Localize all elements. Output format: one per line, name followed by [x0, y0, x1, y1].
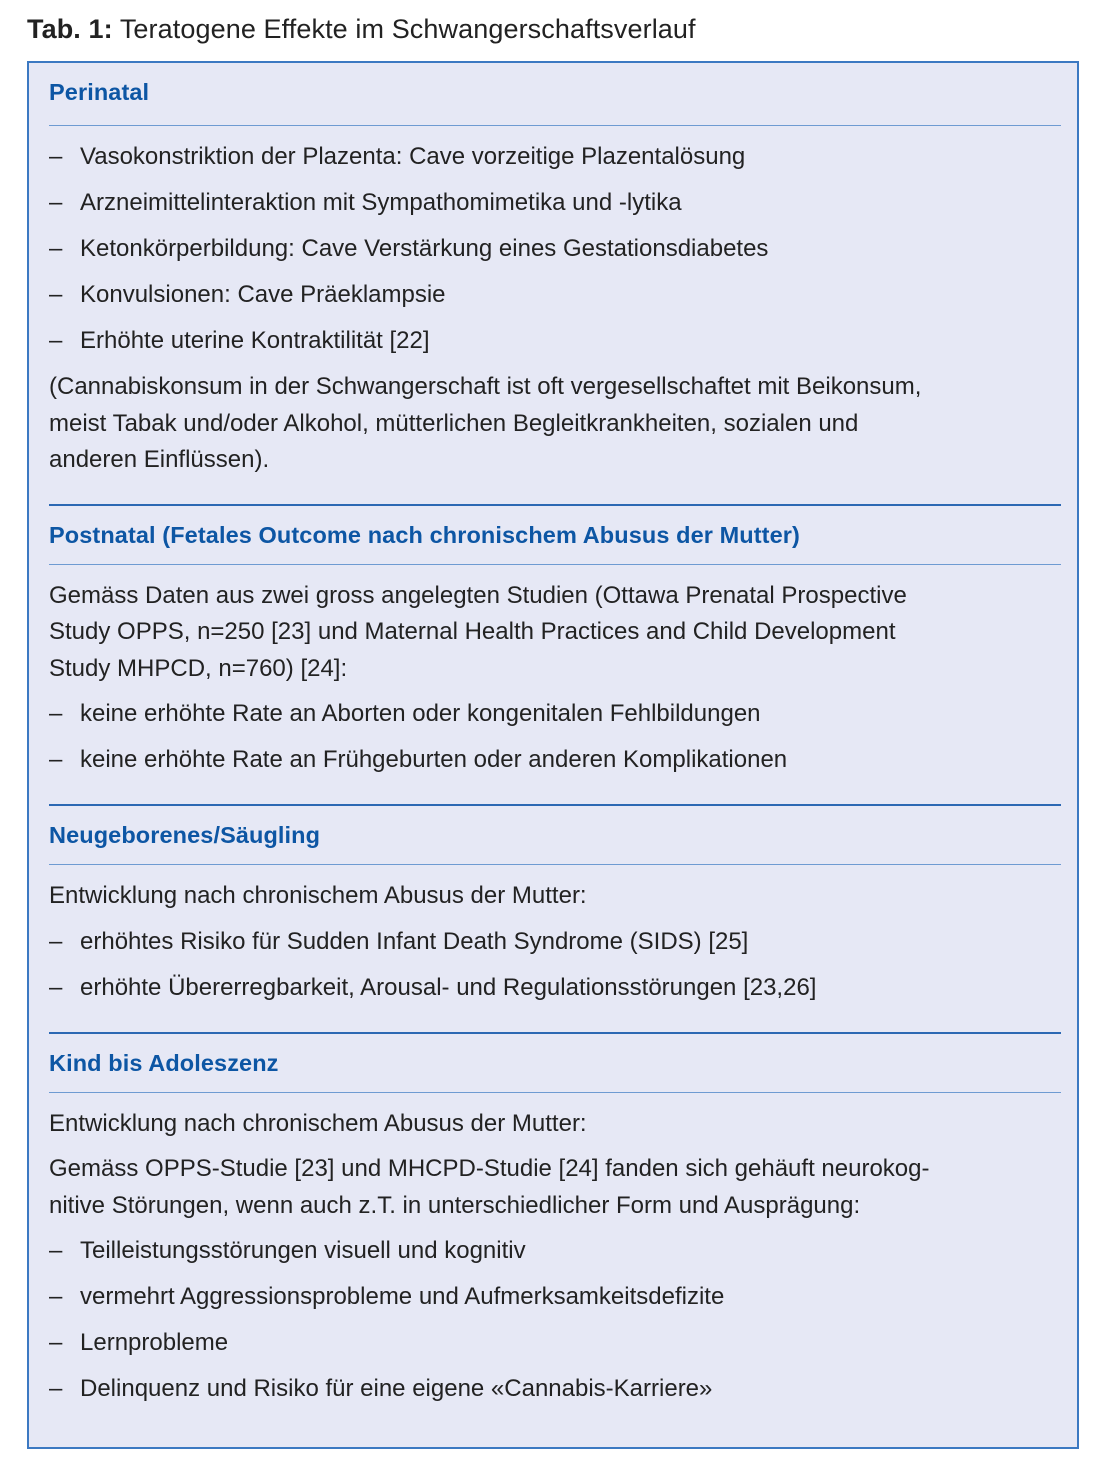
- list-item: [49, 277, 1061, 314]
- list-item-text: Ketonkörperbildung: Cave Verstärkung eines Gestationsdiabetes: [80, 235, 769, 262]
- dash-bullet-icon: –: [49, 235, 63, 262]
- list-item: [49, 1371, 1061, 1408]
- list-item: [49, 696, 1061, 733]
- list-item-text: Konvulsionen: Cave Präeklampsie: [80, 281, 446, 308]
- table-caption: [27, 12, 696, 46]
- paragraph-line: nitive Störungen, wenn auch z.T. in unterschiedlicher Form und Ausprägung:: [49, 1191, 861, 1219]
- dash-bullet-icon: –: [49, 1375, 63, 1402]
- section-heading: Postnatal (Fetales Outcome nach chronischem Abusus der Mutter): [49, 521, 800, 548]
- section-heading: Kind bis Adoleszenz: [49, 1049, 279, 1076]
- list-item-text: erhöhtes Risiko für Sudden Infant Death Syndrome (SIDS) [25]: [80, 927, 749, 955]
- paragraph-line: Study OPPS, n=250 [23] und Maternal Health Practices and Child Development: [49, 618, 896, 645]
- section: [49, 504, 1061, 805]
- list-item: [49, 323, 1061, 360]
- section-body: [49, 1093, 1061, 1434]
- dash-bullet-icon: –: [49, 973, 63, 1001]
- paragraph-line: anderen Einflüssen).: [49, 446, 270, 473]
- list-item: [49, 1325, 1061, 1362]
- paragraph: [49, 1106, 1061, 1143]
- table-content: [49, 63, 1061, 1433]
- dash-bullet-icon: –: [49, 1237, 63, 1264]
- list-item: [49, 1279, 1061, 1316]
- paragraph: [49, 578, 1061, 688]
- section-heading: Neugeborenes/Säugling: [49, 822, 321, 848]
- paragraph: [49, 369, 1061, 479]
- paragraph-line: Entwicklung nach chronischem Abusus der Mutter:: [49, 1109, 587, 1137]
- list-item-text: Arzneimittelinteraktion mit Sympathomimetika und -lytika: [80, 189, 682, 216]
- list-item-text: keine erhöhte Rate an Frühgeburten oder anderen Komplikationen: [80, 746, 788, 773]
- paragraph-line: meist Tabak und/oder Alkohol, mütterlichen Begleitkrankheiten, sozialen und: [49, 409, 859, 437]
- list-item: [49, 742, 1061, 779]
- list-item: [49, 139, 1061, 176]
- section: [49, 804, 1061, 1032]
- dash-bullet-icon: –: [49, 281, 63, 308]
- table-title: Teratogene Effekte im Schwangerschaftsverlauf: [112, 14, 696, 44]
- paragraph-line: Gemäss Daten aus zwei gross angelegten Studien (Ottawa Prenatal Prospective: [49, 581, 907, 609]
- section: [49, 1032, 1061, 1434]
- dash-bullet-icon: –: [49, 700, 63, 727]
- dash-bullet-icon: –: [49, 327, 63, 354]
- list-item-text: Vasokonstriktion der Plazenta: Cave vorzeitige Plazentalösung: [80, 143, 746, 170]
- dash-bullet-icon: –: [49, 1329, 63, 1356]
- list-item-text: erhöhte Übererregbarkeit, Arousal- und Regulationsstörungen [23,26]: [80, 973, 817, 1001]
- list-item-text: Delinquenz und Risiko für eine eigene «Cannabis-Karriere»: [80, 1375, 713, 1402]
- paragraph: [49, 1151, 1061, 1224]
- table-number: Tab. 1:: [27, 14, 113, 44]
- section-heading: Perinatal: [49, 79, 150, 105]
- list-item-text: Erhöhte uterine Kontraktilität [22]: [80, 327, 430, 354]
- list-item: [49, 231, 1061, 268]
- list-item-text: Lernprobleme: [80, 1329, 229, 1356]
- list-item-text: Teilleistungsstörungen visuell und kognitiv: [80, 1237, 526, 1264]
- dash-bullet-icon: –: [49, 1283, 63, 1310]
- list-item-text: keine erhöhte Rate an Aborten oder kongenitalen Fehlbildungen: [80, 700, 761, 727]
- paragraph: [49, 878, 1061, 915]
- table-box: [27, 61, 1079, 1449]
- list-item-text: vermehrt Aggressionsprobleme und Aufmerksamkeitsdefizite: [80, 1283, 725, 1310]
- list-item: [49, 1233, 1061, 1270]
- list-item: [49, 924, 1061, 961]
- list-item: [49, 970, 1061, 1007]
- section: [49, 63, 1061, 504]
- section-body: [49, 565, 1061, 805]
- paragraph-line: Study MHPCD, n=760) [24]:: [49, 654, 348, 682]
- dash-bullet-icon: –: [49, 927, 63, 955]
- dash-bullet-icon: –: [49, 189, 63, 216]
- paragraph-line: Entwicklung nach chronischem Abusus der Mutter:: [49, 882, 587, 909]
- dash-bullet-icon: –: [49, 143, 63, 170]
- section-body: [49, 865, 1061, 1032]
- paragraph-line: Gemäss OPPS-Studie [23] und MHCPD-Studie [24] fanden sich gehäuft neurokog-: [49, 1155, 930, 1182]
- dash-bullet-icon: –: [49, 746, 63, 773]
- paragraph-line: (Cannabiskonsum in der Schwangerschaft ist oft vergesellschaftet mit Beikonsum,: [49, 373, 922, 400]
- section-body: [49, 126, 1061, 504]
- list-item: [49, 185, 1061, 222]
